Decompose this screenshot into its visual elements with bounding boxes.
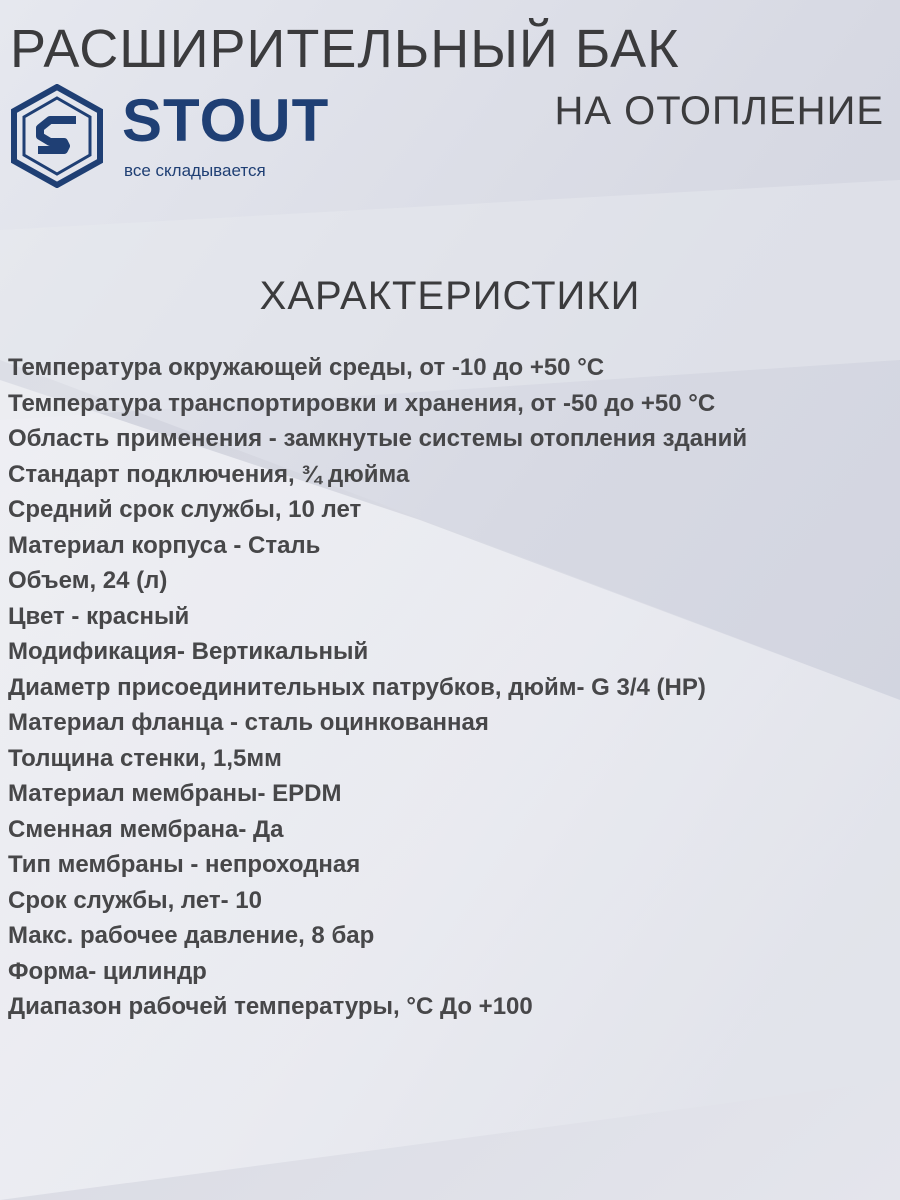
characteristics-heading: ХАРАКТЕРИСТИКИ [259, 274, 641, 318]
spec-item: Материал мембраны- EPDM [8, 780, 342, 807]
spec-item: Макс. рабочее давление, 8 бар [8, 922, 375, 949]
brand-name: STOUT [122, 87, 330, 154]
spec-item: Диаметр присоединительных патрубков, дюйм- G 3/4 (НР) [8, 673, 706, 701]
spec-item: Толщина стенки, 1,5мм [8, 744, 282, 772]
spec-item: Форма- цилиндр [8, 957, 207, 985]
stout-hexagon-logo-icon [10, 84, 104, 188]
brand-logo [10, 84, 330, 194]
spec-item: Объем, 24 (л) [8, 567, 168, 594]
spec-item: Тип мембраны - непроходная [8, 851, 361, 878]
brand-tagline: все складывается [124, 161, 266, 180]
spec-item: Средний срок службы, 10 лет [8, 496, 362, 523]
page-subtitle: НА ОТОПЛЕНИЕ [554, 89, 884, 133]
spec-item: Область применения - замкнутые системы отопления зданий [8, 425, 748, 452]
page-title: РАСШИРИТЕЛЬНЫЙ БАК [10, 19, 680, 79]
spec-item: Цвет - красный [8, 602, 190, 630]
spec-item: Материал корпуса - Сталь [8, 531, 321, 559]
spec-item: Температура транспортировки и хранения, от -50 до +50 °С [8, 389, 716, 417]
spec-item: Срок службы, лет- 10 [8, 886, 262, 914]
spec-item: Температура окружающей среды, от -10 до +50 °С [8, 354, 605, 381]
characteristics-list [8, 350, 894, 1025]
spec-item: Модификация- Вертикальный [8, 638, 369, 665]
spec-item: Диапазон рабочей температуры, °С До +100 [8, 993, 533, 1020]
spec-item: Стандарт подключения, ¾ дюйма [8, 460, 410, 488]
spec-item: Сменная мембрана- Да [8, 815, 284, 843]
spec-item: Материал фланца - сталь оцинкованная [8, 709, 489, 736]
